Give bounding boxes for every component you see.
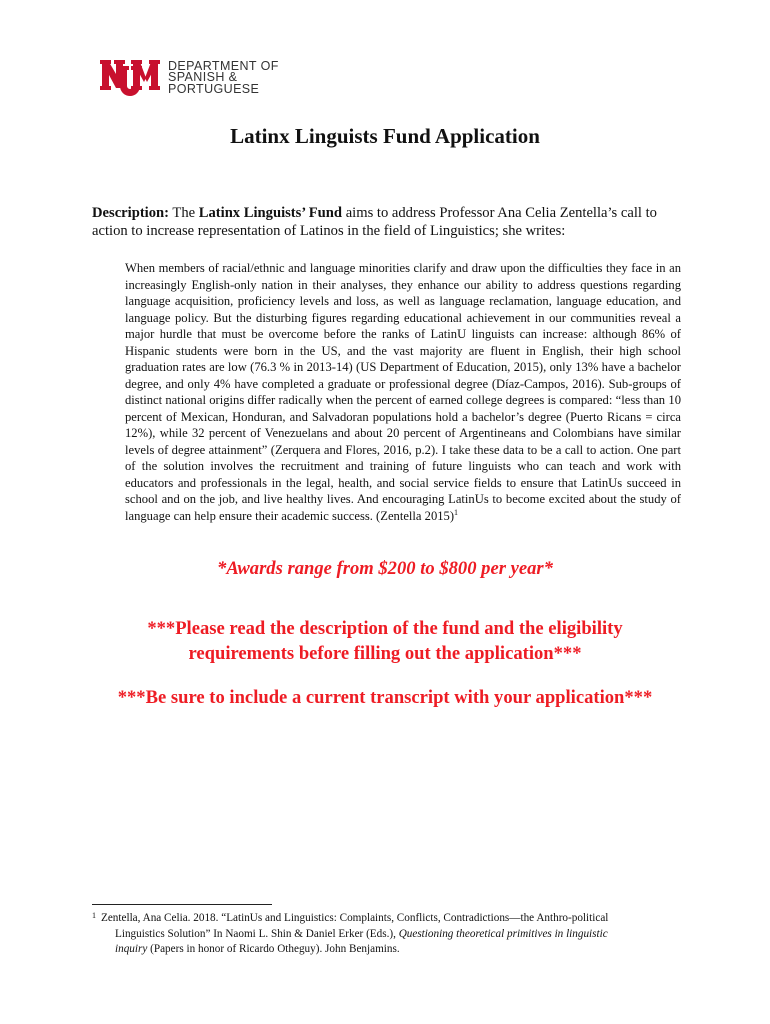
zentella-quote [125, 260, 681, 524]
footnote-reference: 1 [454, 507, 459, 517]
department-name [168, 58, 279, 96]
page-title: Latinx Linguists Fund Application [230, 124, 540, 148]
footnote-mark: 1 [92, 911, 96, 920]
awards-notice: *Awards range from $200 to $800 per year* [217, 558, 553, 579]
read-notice-line: requirements before filling out the application*** [188, 643, 582, 664]
transcript-notice: ***Be sure to include a current transcript with your application*** [117, 687, 653, 708]
description-label: Description: [92, 205, 170, 221]
read-notice-line: ***Please read the description of the fund and the eligibility [147, 618, 623, 639]
unm-logo-icon [100, 56, 160, 100]
footnote-citation-part: (Papers in honor of Ricardo Otheguy). John Benjamins. [147, 943, 400, 955]
footnote-divider [92, 904, 272, 905]
footnote-citation-part: Linguistics Solution” In Naomi L. Shin & Daniel Erker (Eds.), [115, 927, 399, 940]
footnote-body [101, 911, 682, 958]
logo-line: PORTUGUESE [168, 81, 260, 96]
description-pre: The [169, 205, 199, 221]
footnote-book-title-end: inquiry [115, 943, 148, 955]
footnote-citation-part: Zentella, Ana Celia. 2018. “LatinUs and Linguistics: Complaints, Conflicts, Contradictions—the Anthro-political [101, 912, 609, 924]
description-text: aims to address Professor Ana Celia Zentella’s call to action to increase representation of Latinos in the field of Linguistics; she writes: [92, 205, 657, 239]
description-paragraph [92, 204, 687, 240]
read-description-notice [0, 616, 770, 666]
quote-text: When members of racial/ethnic and language minorities clarify and draw upon the difficulties they face in an increasingly English-only nation in their analyses, they enhance our ability to address questions regarding language acquisition, proficiency levels and loss, as well as language reclamation, language education, and language policy. But the disturbing figures regarding educational achievement in our communities reveal a major hurdle that must be overcome before the ranks of LatinU linguists can increase: although 86% of Hispanic students were born in the US, and the vast majority are fluent in English, their high school graduation rates are low (76.3 % in 2013-14) (US Department of Education, 2015), only 13% have a bachelor degree, and only 4% have completed a graduate or professional degree (Díaz-Campos, 2016). Sub-groups of distinct national origins differ radically when the percent of earned college degrees is compared: “less than 10 percent of Mexican, Honduran, and Salvadoran populations hold a bachelor’s degree (Puerto Ricans = circa 12%), while 32 percent of Venezuelans and about 20 percent of Argentineans and Colombians have similar levels of degree attainment” (Zerquera and Flores, 2016, p.2). I take these data to be a call to action. One part of the solution involves the recruitment and training of future linguists who can teach and work with educators and professionals in the legal, health, and social service fields to ensure that LatinUs succeed in school and on the job, and live healthy lives. And encouraging LatinUs to become excited about the study of language can help ensure their academic success. (Zentella 2015) [125, 261, 681, 523]
logo-line: SPANISH & [168, 70, 238, 85]
footnote-book-title: Questioning theoretical primitives in linguistic [398, 927, 608, 940]
department-logo [100, 56, 279, 100]
fund-name: Latinx Linguists’ Fund [198, 205, 343, 221]
footnote [92, 911, 682, 958]
logo-line: DEPARTMENT OF [168, 58, 279, 73]
